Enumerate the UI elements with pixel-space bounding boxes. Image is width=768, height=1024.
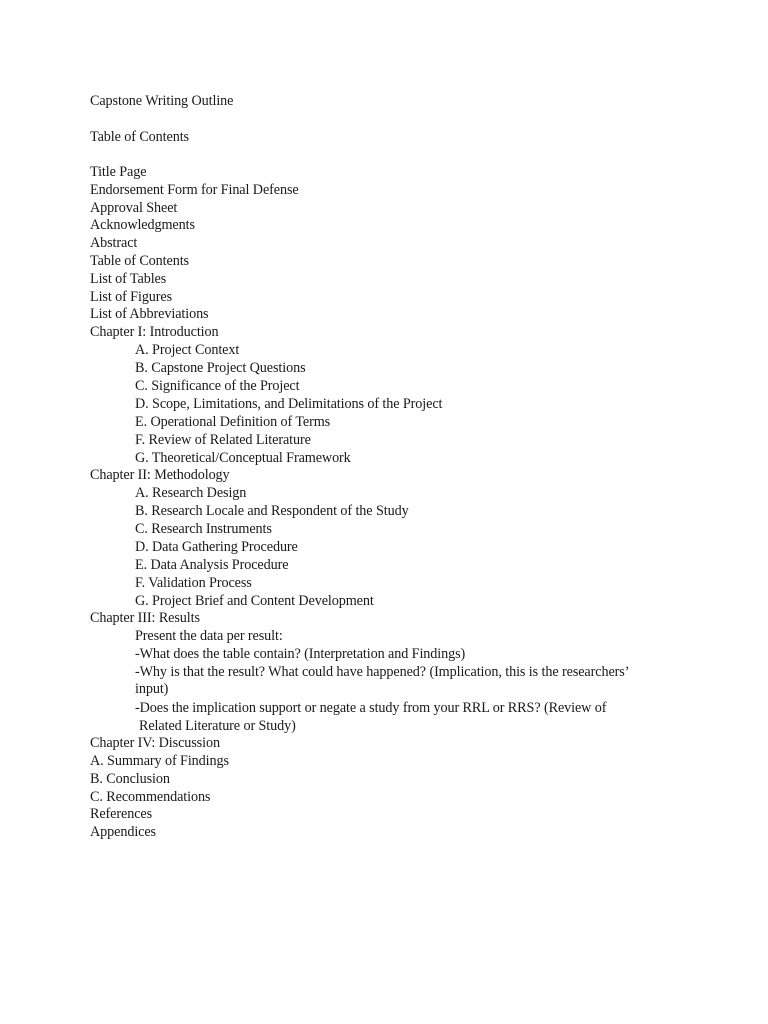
front-matter-item: Approval Sheet: [90, 200, 178, 216]
document-title: Capstone Writing Outline: [90, 93, 234, 109]
back-matter-item: References: [90, 806, 153, 822]
chapter-3-item: -Does the implication support or negate a study from your RRL or RRS? (Review of: [135, 700, 607, 716]
front-matter-item: List of Figures: [90, 289, 173, 305]
chapter-2-item: B. Research Locale and Respondent of the Study: [135, 503, 409, 519]
front-matter-item: Acknowledgments: [90, 217, 195, 233]
chapter-2-item: F. Validation Process: [135, 575, 252, 591]
chapter-3-item: input): [135, 681, 169, 697]
chapter-2-title: Chapter II: Methodology: [90, 467, 230, 483]
chapter-2-item: E. Data Analysis Procedure: [135, 557, 289, 573]
chapter-1-item: F. Review of Related Literature: [135, 432, 311, 448]
chapter-2-item: D. Data Gathering Procedure: [135, 539, 298, 555]
chapter-1-item: B. Capstone Project Questions: [135, 360, 306, 376]
toc-heading: Table of Contents: [90, 129, 189, 145]
chapter-1-item: E. Operational Definition of Terms: [135, 414, 331, 430]
chapter-2-item: C. Research Instruments: [135, 521, 272, 537]
front-matter-item: Endorsement Form for Final Defense: [90, 182, 299, 198]
chapter-4-item: B. Conclusion: [90, 771, 170, 787]
back-matter-item: Appendices: [90, 824, 156, 840]
chapter-1-item: G. Theoretical/Conceptual Framework: [135, 450, 351, 466]
front-matter-item: Abstract: [90, 235, 138, 251]
chapter-3-item: -Why is that the result? What could have happened? (Implication, this is the researchers’: [135, 664, 630, 680]
chapter-3-item: Present the data per result:: [135, 628, 283, 644]
chapter-2-item: G. Project Brief and Content Development: [135, 593, 374, 609]
chapter-3-item: -What does the table contain? (Interpretation and Findings): [135, 646, 466, 662]
front-matter-item: List of Abbreviations: [90, 306, 209, 322]
chapter-1-title: Chapter I: Introduction: [90, 324, 219, 340]
chapter-3-title: Chapter III: Results: [90, 610, 200, 626]
front-matter-item: Table of Contents: [90, 253, 189, 269]
chapter-4-item: A. Summary of Findings: [90, 753, 229, 769]
front-matter-item: List of Tables: [90, 271, 167, 287]
chapter-4-item: C. Recommendations: [90, 789, 211, 805]
front-matter-item: Title Page: [90, 164, 147, 180]
chapter-1-item: D. Scope, Limitations, and Delimitations of the Project: [135, 396, 443, 412]
chapter-1-item: C. Significance of the Project: [135, 378, 300, 394]
chapter-3-item: Related Literature or Study): [139, 718, 296, 734]
chapter-2-item: A. Research Design: [135, 485, 247, 501]
chapter-1-item: A. Project Context: [135, 342, 240, 358]
chapter-4-title: Chapter IV: Discussion: [90, 735, 220, 751]
